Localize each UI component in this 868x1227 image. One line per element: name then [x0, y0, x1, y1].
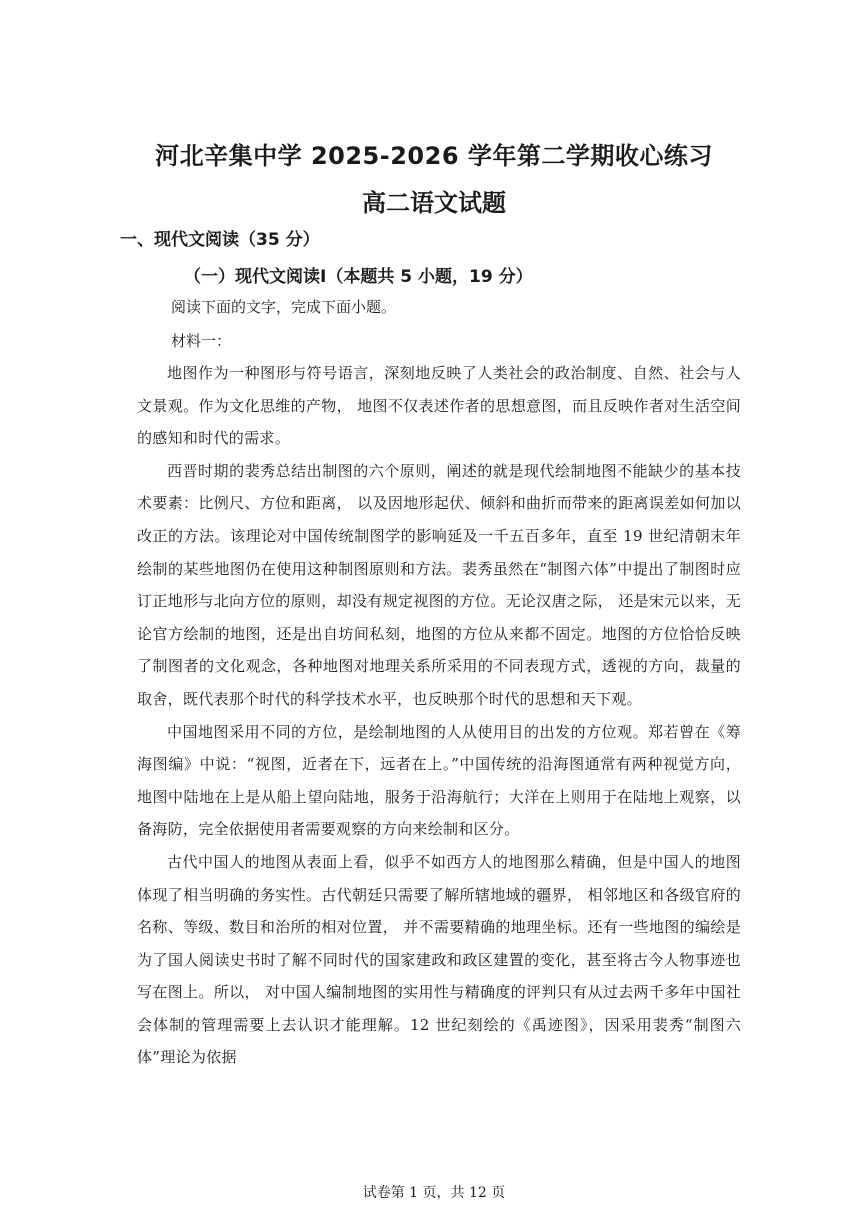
subsection-heading: （一）现代文阅读I（本题共 5 小题，19 分）	[184, 267, 533, 287]
material-label: 材料一：	[171, 332, 232, 350]
exam-title: 河北辛集中学 2025-2026 学年第二学期收心练习	[155, 142, 713, 170]
reading-instruction: 阅读下面的文字，完成下面小题。	[171, 298, 397, 316]
exam-subtitle: 高二语文试题	[362, 189, 506, 217]
passage-body	[137, 357, 741, 1074]
section-heading: 一、现代文阅读（35 分）	[120, 230, 320, 250]
passage-paragraph: 地图作为一种图形与符号语言，深刻地反映了人类社会的政治制度、自然、社会与人文景观。作为文化思维的产物， 地图不仅表述作者的思想意图，而且反映作者对生活空间的感知和时代的需求。	[137, 364, 741, 448]
passage-paragraph: 古代中国人的地图从表面上看，似乎不如西方人的地图那么精确，但是中国人的地图体现了相当明确的务实性。古代朝廷只需要了解所辖地域的疆界， 相邻地区和各级官府的名称、等级、数目和治所的相对位置， 并不需要精确的地理坐标。还有一些地图的编绘是为了国人阅读史书时了解不同时代的国家建政和政区建置的变化，甚至将古今人物事迹也写在图上。所以， 对中国人编制地图的实用性与精确度的评判只有从过去两千多年中国社会体制的管理需要上去认识才能理解。12 世纪刻绘的《禹迹图》，因采用裴秀“制图六体”理论为依据	[137, 852, 741, 1067]
passage-paragraph: 中国地图采用不同的方位，是绘制地图的人从使用目的出发的方位观。郑若曾在《筹海图编》中说：“视图，近者在下，远者在上。”中国传统的沿海图通常有两种视觉方向，地图中陆地在上是从船上望向陆地，服务于沿海航行；大洋在上则用于在陆地上观察，以备海防，完全依据使用者需要观察的方向来绘制和区分。	[137, 722, 741, 839]
page-footer: 试卷第 1 页，共 12 页	[362, 1185, 506, 1201]
passage-paragraph: 西晋时期的裴秀总结出制图的六个原则，阐述的就是现代绘制地图不能缺少的基本技术要素：比例尺、方位和距离， 以及因地形起伏、倾斜和曲折而带来的距离误差如何加以改正的方法。该理论对中国传统制图学的影响延及一千五百多年，直至 19 世纪清朝末年绘制的某些地图仍在使用这种制图原则和方法。裴秀虽然在“制图六体”中提出了制图时应订正地形与北向方位的原则，却没有规定视图的方位。无论汉唐之际， 还是宋元以来，无论官方绘制的地图，还是出自坊间私刻，地图的方位从来都不固定。地图的方位恰恰反映了制图者的文化观念，各种地图对地理关系所采用的不同表现方式，透视的方向，裁量的取舍，既代表那个时代的科学技术水平，也反映那个时代的思想和天下观。	[137, 461, 741, 708]
